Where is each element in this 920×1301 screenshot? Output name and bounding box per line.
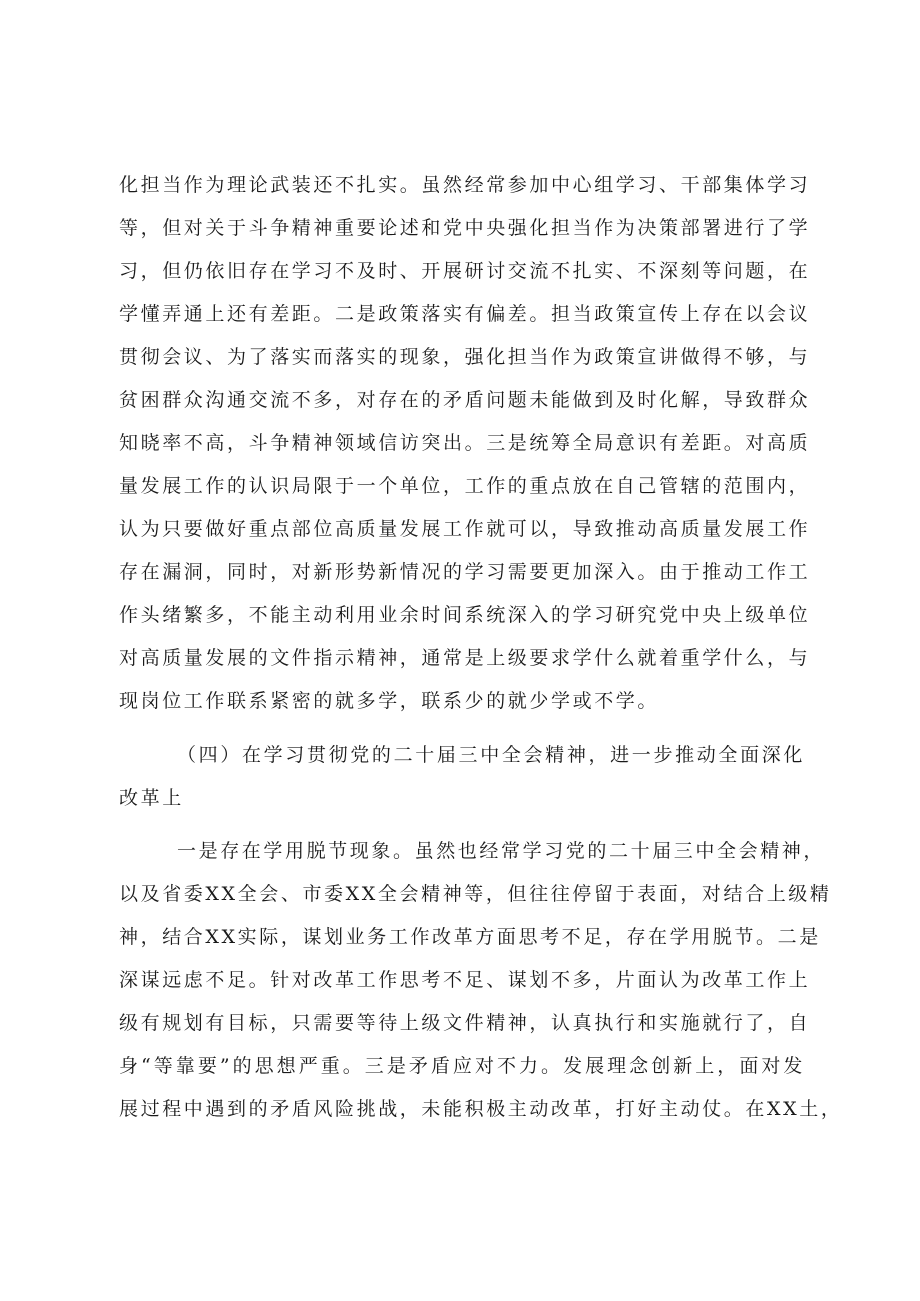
paragraph-line: 深谋远虑不足。针对改革工作思考不足、谋划不多，片面认为改革工作上 (119, 969, 811, 991)
paragraph-line: 作头绪繁多，不能主动利用业余时间系统深入的学习研究党中央上级单位 (119, 604, 811, 626)
paragraph-line: 存在漏洞，同时，对新形势新情况的学习需要更加深入。由于推动工作工 (119, 561, 811, 583)
paragraph-line: 以及省委XX全会、市委XX全会精神等，但往往停留于表面，对结合上级精 (119, 883, 832, 905)
paragraph-line: 知晓率不高，斗争精神领域信访突出。三是统筹全局意识有差距。对高质 (119, 432, 811, 454)
paragraph-line: 等，但对关于斗争精神重要论述和党中央强化担当作为决策部署进行了学 (119, 217, 811, 239)
paragraph-line: 展过程中遇到的矛盾风险挑战，未能积极主动改革，打好主动仗。在XX土， (119, 1098, 843, 1120)
section-heading-line: 改革上 (119, 787, 184, 809)
paragraph-line: 学懂弄通上还有差距。二是政策落实有偏差。担当政策宣传上存在以会议 (119, 303, 811, 325)
paragraph-line: 一是存在学用脱节现象。虽然也经常学习党的二十届三中全会精神， (177, 840, 826, 862)
paragraph-line: 认为只要做好重点部位高质量发展工作就可以，导致推动高质量发展工作 (119, 518, 811, 540)
paragraph-line: 化担当作为理论武装还不扎实。虽然经常参加中心组学习、干部集体学习 (119, 174, 811, 196)
paragraph-line: 习，但仍依旧存在学习不及时、开展研讨交流不扎实、不深刻等问题，在 (119, 260, 811, 282)
paragraph-line: 现岗位工作联系紧密的就多学，联系少的就少学或不学。 (119, 690, 660, 712)
paragraph-line: 贫困群众沟通交流不多，对存在的矛盾问题未能做到及时化解，导致群众 (119, 389, 811, 411)
paragraph-line: 贯彻会议、为了落实而落实的现象，强化担当作为政策宣讲做得不够，与 (119, 346, 811, 368)
paragraph-line: 级有规划有目标，只需要等待上级文件精神，认真执行和实施就行了，自 (119, 1012, 811, 1034)
paragraph-line: 量发展工作的认识局限于一个单位，工作的重点放在自己管辖的范围内， (119, 475, 811, 497)
paragraph-line: 身“等靠要”的思想严重。三是矛盾应对不力。发展理念创新上，面对发 (119, 1055, 805, 1077)
paragraph-line: 神，结合XX实际，谋划业务工作改革方面思考不足，存在学用脱节。二是 (119, 926, 821, 948)
paragraph-line: 对高质量发展的文件指示精神，通常是上级要求学什么就着重学什么，与 (119, 647, 811, 669)
section-heading-line: （四）在学习贯彻党的二十届三中全会精神，进一步推动全面深化 (177, 744, 805, 766)
